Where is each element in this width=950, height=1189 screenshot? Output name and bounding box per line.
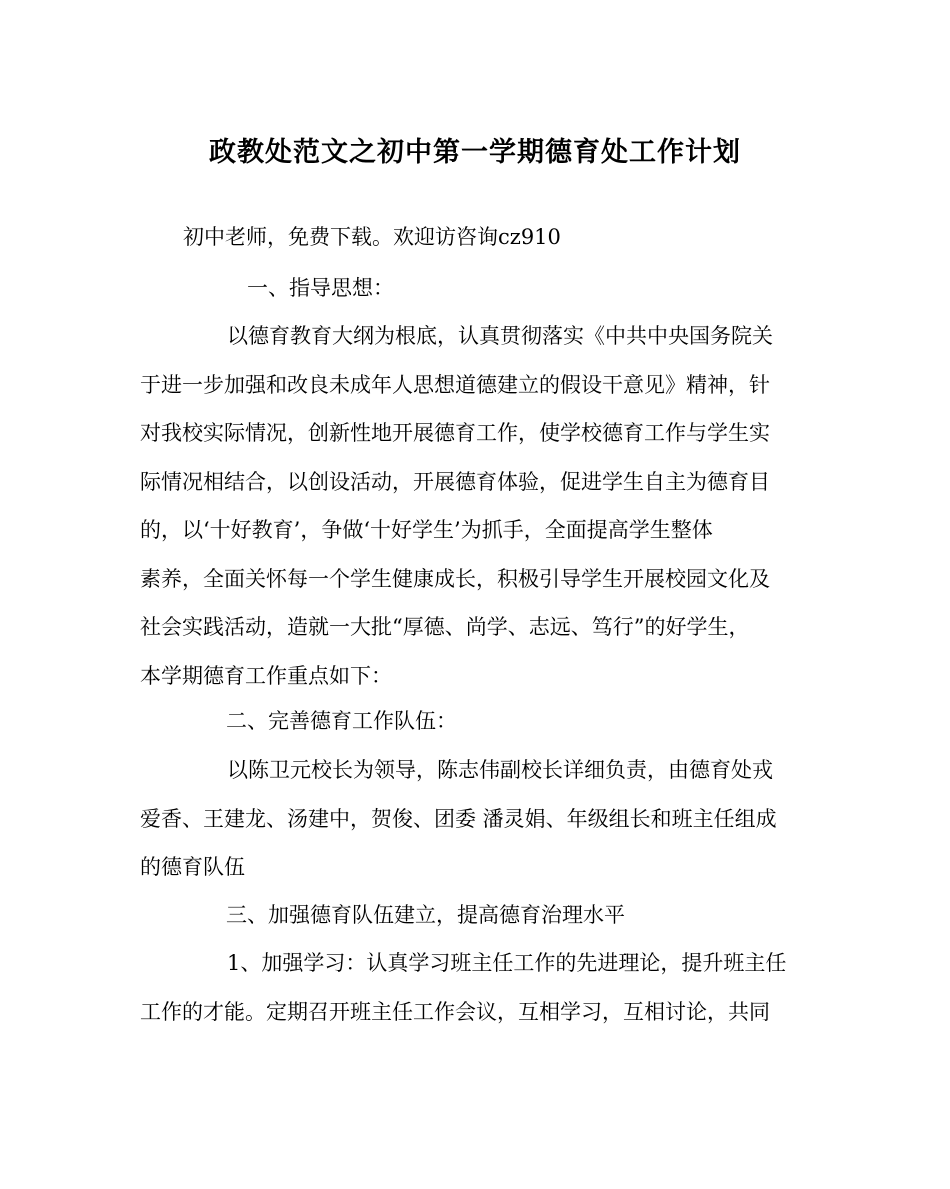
paragraph-line: 以陈卫元校长为领导，陈志伟副校长详细负责，由德育处戎: [227, 758, 773, 782]
paragraph-line: 对我校实际情况，创新性地开展德育工作，使学校德育工作与学生实: [140, 421, 770, 445]
intro-line: 初中老师，免费下载。欢迎访咨询cz910: [183, 225, 561, 249]
paragraph-line: 的德育队伍: [140, 855, 245, 879]
section3-heading: 三、加强德育队伍建立，提高德育治理水平: [226, 903, 625, 927]
paragraph-line: 素养，全面关怀每一个学生健康成长，积极引导学生开展校园文化及: [140, 566, 770, 591]
section2-heading: 二、完善德育工作队伍：: [226, 709, 457, 733]
paragraph-line: 于进一步加强和改良未成年人思想道德建立的假设干意见》精神，针: [140, 372, 770, 397]
paragraph-line: 本学期德育工作重点如下：: [140, 663, 392, 688]
paragraph-line: 的，以‘十好教育’，争做‘十好学生’为抓手，全面提高学生整体: [140, 518, 713, 542]
section1-paragraph: [140, 321, 808, 709]
paragraph-line: 工作的才能。定期召开班主任工作会议，互相学习，互相讨论，共同: [140, 999, 770, 1024]
section1-heading: 一、指导思想：: [247, 276, 394, 300]
document-title: 政教处范文之初中第一学期德育处工作计划: [209, 137, 741, 168]
paragraph-line: 社会实践活动，造就一大批“厚德、尚学、志远、笃行”的好学生，: [140, 615, 750, 639]
paragraph-line: 以德育教育大纲为根底，认真贯彻落实《中共中央国务院关: [227, 324, 773, 348]
section3-paragraph: [140, 948, 808, 1045]
section2-paragraph: [140, 755, 808, 901]
paragraph-line: 爱香、王建龙、汤建中，贺俊、团委 潘灵娟、年级组长和班主任组成: [140, 806, 777, 831]
paragraph-line: 际情况相结合，以创设活动，开展德育体验，促进学生自主为德育目: [140, 469, 770, 494]
paragraph-line: 1、加强学习：认真学习班主任工作的先进理论，提升班主任: [227, 951, 787, 975]
